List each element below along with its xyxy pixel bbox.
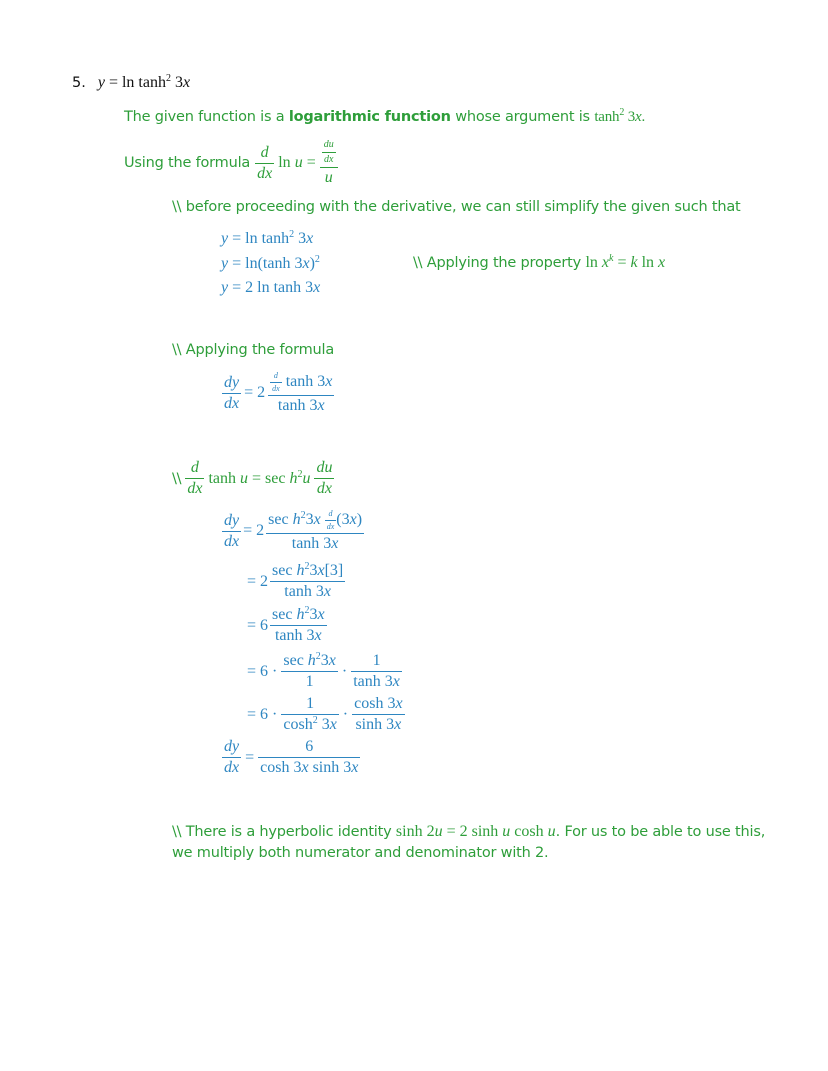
- derivative-step-2: $\frac{dy}{dx}$ = 2 $\sec h^23x$ $\frac{d}{dx}$ (3x) tanh 3x: [224, 509, 363, 552]
- problem-header: [72, 74, 190, 92]
- property-prefix: \\ Applying the property: [413, 255, 586, 271]
- comment-simplify: \\ before proceeding with the derivative, we can still simplify the given such that: [172, 199, 741, 215]
- comment-identity: [172, 823, 765, 841]
- comment-tanh-rule: [172, 460, 334, 497]
- simplification-step-3: y = 2 ln tanh 3x: [221, 279, 321, 296]
- problem-equation: $y = \ln \tanh^2 3x$: [97, 73, 191, 91]
- derivative-step-3: = 2 $\frac{\sec h^23x[3]}{\tanh 3x}$: [247, 561, 344, 600]
- intro-bold-term: logarithmic function: [288, 109, 451, 125]
- derivative-step-4: = 6 $\frac{\sec h^23x}{\tanh 3x}$: [247, 605, 325, 644]
- comment-identity-line2: we multiply both numerator and denominator with 2.: [172, 845, 549, 861]
- derivative-step-6: = 6 · $\frac{1}{\cosh^2 3x}$ · $\frac{\cosh 3x}{\sinh 3x}$: [247, 695, 403, 733]
- problem-number: 5.: [72, 75, 86, 91]
- intro-text-after: whose argument is: [450, 109, 595, 125]
- derivative-step-5: = 6 · $\frac{\sec h^23x}{1}$ · $\frac{1}{\tanh 3x}$: [247, 651, 400, 690]
- tanh-rule-formula: $\frac{d}{dx}$ $\tanh u = \sec h^2u$ $\frac{du}{dx}$: [187, 459, 333, 497]
- intro-argument: $\tanh^2 3x$.: [594, 107, 646, 125]
- property-formula: $\ln x^k = k$ ln x: [585, 253, 666, 271]
- simplification-step-1: $y = \ln \tanh^2 3x$: [221, 229, 314, 247]
- intro-text-before: The given function is a: [124, 109, 289, 125]
- identity-prefix: \\ There is a hyperbolic identity: [172, 824, 396, 840]
- identity-suffix: . For us to be able to use this,: [555, 824, 766, 840]
- derivative-step-1: $\frac{dy}{dx}$ = 2 $\frac{d}{dx}$ tanh 3x tanh 3x: [224, 371, 333, 414]
- comment-property: [413, 254, 665, 272]
- comment-applying-formula: \\ Applying the formula: [172, 342, 335, 358]
- formula-label: Using the formula: [124, 155, 251, 171]
- log-derivative-formula: $\frac{d}{dx}$ ln u = $\frac{\frac{du}{dx}}{u}$: [255, 140, 338, 186]
- identity-formula: sinh 2u = 2 sinh u cosh u: [395, 823, 556, 840]
- intro-sentence: [124, 109, 645, 126]
- formula-line: [124, 140, 338, 186]
- tanh-rule-prefix: \\: [172, 470, 182, 487]
- simplification-step-2: y = ln(tanh 3x)$^2$: [221, 254, 320, 272]
- derivative-final: $\frac{dy}{dx}$ = $\frac{6}{\text{cosh 3x sinh 3x}}$: [224, 738, 359, 776]
